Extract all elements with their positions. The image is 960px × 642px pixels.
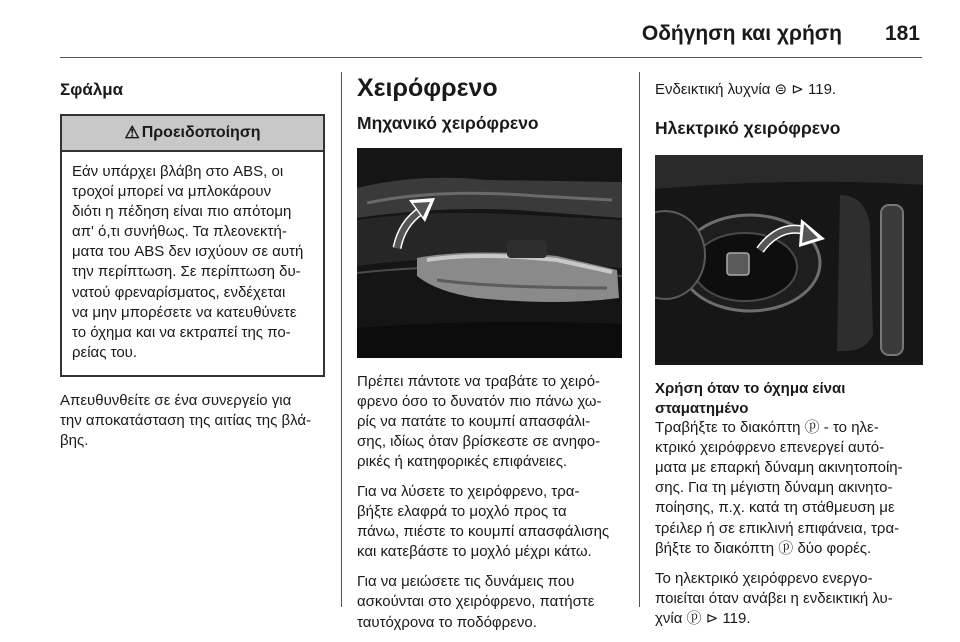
text-line: κτρικό χειρόφρενο επενεργεί αυτό-: [655, 439, 885, 457]
text-line: ασκούνται στο χειρόφρενο, πατήστε: [357, 593, 595, 611]
text-line: Απευθυνθείτε σε ένα συνεργείο για: [60, 391, 292, 409]
text-line: να μην μπορέσετε να κατευθύνετε: [72, 303, 297, 321]
text-line: βήξτε το διακόπτη ⓟ δύο φορές.: [655, 539, 872, 557]
subheading-mechanical: Μηχανικό χειρόφρενο: [357, 112, 539, 133]
text-line: την περίπτωση. Σε περίπτωση δυ-: [72, 263, 301, 281]
text-line: ποίησης, π.χ. κατά τη στάθμευση με: [655, 499, 895, 517]
paragraph-reduce-force: [357, 572, 622, 632]
section-heading-fault: Σφάλμα: [60, 80, 124, 99]
electric-handbrake-photo: [655, 155, 923, 365]
text-line: Τραβήξτε το διακόπτη ⓟ - το ηλε-: [655, 419, 879, 437]
text-line: Εάν υπάρχει βλάβη στο ABS, οι: [72, 163, 284, 180]
column-divider: [639, 72, 640, 607]
text-line: Πρέπει πάντοτε να τραβάτε το χειρό-: [357, 372, 601, 390]
mechanical-handbrake-photo: [357, 148, 622, 358]
header-title: Οδήγηση και χρήση: [641, 22, 842, 45]
text-line: Χρήση όταν το όχημα είναι: [655, 380, 846, 398]
warning-title: Προειδοποίηση: [141, 124, 261, 141]
text-line: ματα με επαρκή δύναμη ακινητοποίη-: [655, 459, 903, 477]
paragraph-activation: [655, 569, 923, 629]
text-line: Για να μειώσετε τις δυνάμεις που: [357, 573, 575, 591]
text-line: Για να λύσετε το χειρόφρενο, τρα-: [357, 482, 580, 500]
column-1: [60, 72, 325, 451]
paragraph-release-handbrake: [357, 482, 622, 562]
paragraph-pull-handbrake: [357, 372, 622, 472]
text-line: φρενο όσο το δυνατόν πιο πάνω χω-: [357, 392, 602, 410]
text-line: την αποκατάσταση της αιτίας της βλά-: [60, 412, 312, 430]
reference-line: Ενδεικτική λυχνία ⊜ ⊳ 119.: [655, 81, 837, 98]
text-line: ρείας του.: [72, 343, 138, 361]
text-line: Το ηλεκτρικό χειρόφρενο ενεργο-: [655, 569, 873, 587]
text-line: βήξτε ελαφρά το μοχλό προς τα: [357, 503, 567, 521]
text-line: ματα του ABS δεν ισχύουν σε αυτή: [72, 243, 304, 261]
paragraph-workshop: [60, 391, 325, 451]
text-line: τροχοί μπορεί να μπλοκάρουν: [72, 183, 272, 201]
warning-header: [62, 116, 323, 152]
text-line: απ' ό,τι συνήθως. Τα πλεονεκτή-: [72, 223, 287, 241]
section-heading-handbrake: Χειρόφρενο: [357, 74, 498, 102]
text-line: ποιείται όταν ανάβει η ενδεικτική λυ-: [655, 589, 893, 607]
warning-box: [60, 114, 325, 377]
heading-vehicle-stopped: [655, 379, 923, 418]
page-header: [60, 16, 922, 58]
text-line: βης.: [60, 432, 89, 450]
text-line: νατού φρεναρίσματος, ενδέχεται: [72, 283, 286, 301]
warning-text: [62, 152, 323, 375]
text-line: πάνω, πιέστε το κουμπί απασφάλισης: [357, 523, 610, 541]
subheading-electric: Ηλεκτρικό χειρόφρενο: [655, 118, 841, 139]
text-line: σης, ιδίως όταν βρίσκεστε σε ανηφο-: [357, 432, 601, 450]
text-line: σης. Για τη μέγιστη δύναμη ακινητο-: [655, 479, 893, 497]
text-line: ταυτόχρονα το ποδόφρενο.: [357, 613, 537, 631]
text-line: σταματημένο: [655, 399, 749, 417]
text-line: ρικές ή κατηφορικές επιφάνειες.: [357, 452, 568, 470]
text-line: χνία ⓟ ⊳ 119.: [655, 609, 751, 627]
column-2: [357, 72, 622, 633]
text-line: διότι η πέδηση είναι πιο απότομη: [72, 203, 292, 221]
text-line: το όχημα και να εκτραπεί της πο-: [72, 323, 291, 341]
text-line: και κατεβάστε το μοχλό μέχρι κάτω.: [357, 543, 592, 561]
text-line: τρέιλερ ή σε επικλινή επιφάνεια, τρα-: [655, 519, 900, 537]
column-divider: [341, 72, 342, 607]
warning-triangle-icon: ⚠: [124, 123, 140, 142]
text-line: ρίς να πατάτε το κουμπί απασφάλι-: [357, 412, 591, 430]
page-number: 181: [884, 22, 920, 45]
column-3: [655, 72, 923, 629]
paragraph-pull-switch: [655, 418, 923, 559]
